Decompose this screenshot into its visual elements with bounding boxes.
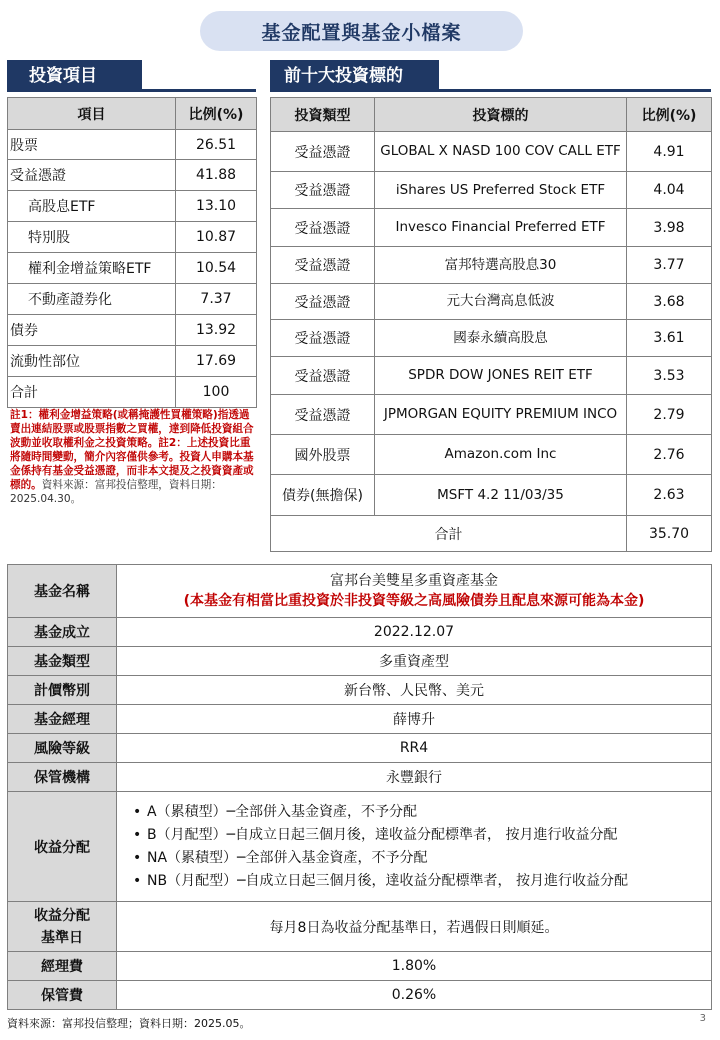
fund-field-value: 永豐銀行	[117, 763, 712, 792]
table-row	[271, 247, 712, 284]
fund-field-label: 計價幣別	[8, 676, 117, 705]
table-row	[8, 705, 712, 734]
table-row	[8, 130, 257, 160]
top10-heading-rule	[270, 89, 711, 92]
fund-custody-fee-value: 0.26%	[117, 981, 712, 1010]
fund-field-value: RR4	[117, 734, 712, 763]
holding-value: 2.63	[627, 475, 712, 516]
alloc-item-value: 13.92	[176, 315, 257, 346]
holding-asset: JPMORGAN EQUITY PREMIUM INCO	[375, 395, 627, 435]
holding-type: 受益憑證	[271, 209, 375, 247]
alloc-item-name: 股票	[8, 130, 176, 160]
alloc-item-value: 17.69	[176, 346, 257, 377]
top10-total-value: 35.70	[627, 516, 712, 552]
holding-type: 受益憑證	[271, 395, 375, 435]
table-row	[8, 191, 257, 222]
table-row	[271, 320, 712, 357]
holding-asset: SPDR DOW JONES REIT ETF	[375, 357, 627, 395]
holding-type: 受益憑證	[271, 247, 375, 284]
fund-name-value: 富邦台美雙星多重資產基金	[330, 573, 498, 589]
fund-field-label: 基金成立	[8, 618, 117, 647]
holding-asset: iShares US Preferred Stock ETF	[375, 172, 627, 209]
fund-field-label: 風險等級	[8, 734, 117, 763]
table-row	[8, 902, 712, 952]
table-row	[8, 160, 257, 191]
alloc-section-header	[7, 60, 256, 92]
fund-base-label-line2: 基準日	[41, 929, 83, 946]
top10-col-type: 投資類型	[271, 98, 375, 132]
alloc-total-label: 合計	[8, 377, 176, 408]
list-item: • B（月配型）─自成立日起三個月後，達收益分配標準者， 按月進行收益分配	[133, 824, 709, 847]
table-row	[8, 763, 712, 792]
holding-asset: 富邦特選高股息30	[375, 247, 627, 284]
table-row	[271, 395, 712, 435]
table-row	[8, 284, 257, 315]
fund-field-value: 薛博升	[117, 705, 712, 734]
fund-field-value: 多重資產型	[117, 647, 712, 676]
table-row	[8, 315, 257, 346]
alloc-item-name: 高股息ETF	[8, 191, 176, 222]
holding-asset: MSFT 4.2 11/03/35	[375, 475, 627, 516]
table-row	[8, 981, 712, 1010]
alloc-item-value: 10.54	[176, 253, 257, 284]
top10-col-asset: 投資標的	[375, 98, 627, 132]
list-item: • NB（月配型）─自成立日起三個月後，達收益分配標準者， 按月進行收益分配	[133, 870, 709, 893]
alloc-item-value: 26.51	[176, 130, 257, 160]
alloc-item-name: 不動產證券化	[8, 284, 176, 315]
alloc-item-value: 7.37	[176, 284, 257, 315]
fund-mgmt-fee-label: 經理費	[8, 952, 117, 981]
table-row	[8, 952, 712, 981]
table-row	[8, 734, 712, 763]
holding-asset: 元大台灣高息低波	[375, 284, 627, 320]
holding-value: 3.98	[627, 209, 712, 247]
fund-name-cell	[117, 565, 712, 618]
page-number: 3	[699, 1013, 706, 1024]
alloc-item-name: 權利金增益策略ETF	[8, 253, 176, 284]
page-footer-source: 資料來源：富邦投信整理；資料日期：2025.05。	[7, 1017, 251, 1030]
fund-field-value: 新台幣、人民幣、美元	[117, 676, 712, 705]
table-row	[8, 253, 257, 284]
alloc-heading-rule	[7, 89, 256, 92]
table-row	[8, 647, 712, 676]
table-row	[271, 516, 712, 552]
table-row	[8, 346, 257, 377]
alloc-item-name: 債券	[8, 315, 176, 346]
alloc-col-pct: 比例(%)	[176, 98, 257, 130]
holding-value: 3.68	[627, 284, 712, 320]
table-row	[8, 222, 257, 253]
holding-value: 4.91	[627, 132, 712, 172]
holding-value: 3.53	[627, 357, 712, 395]
alloc-total-value: 100	[176, 377, 257, 408]
fund-dist-label: 收益分配	[8, 792, 117, 902]
alloc-item-value: 13.10	[176, 191, 257, 222]
alloc-item-name: 流動性部位	[8, 346, 176, 377]
footnote-source: 資料來源：富邦投信整理，資料日期：2025.04.30。	[10, 479, 222, 505]
fund-field-value: 2022.12.07	[117, 618, 712, 647]
page-title: 基金配置與基金小檔案	[200, 11, 523, 51]
fund-dist-cell	[117, 792, 712, 902]
fund-risk-warning: (本基金有相當比重投資於非投資等級之高風險債券且配息來源可能為本金)	[183, 593, 645, 609]
holding-type: 受益憑證	[271, 320, 375, 357]
top10-heading: 前十大投資標的	[270, 60, 439, 92]
alloc-col-item: 項目	[8, 98, 176, 130]
holding-value: 2.76	[627, 435, 712, 475]
alloc-item-value: 10.87	[176, 222, 257, 253]
table-row	[8, 565, 712, 618]
top10-holdings-table	[270, 97, 712, 552]
alloc-item-name: 受益憑證	[8, 160, 176, 191]
fund-base-label	[8, 902, 117, 952]
holding-value: 2.79	[627, 395, 712, 435]
fund-field-label: 基金類型	[8, 647, 117, 676]
fund-base-value: 每月8日為收益分配基準日，若遇假日則順延。	[117, 902, 712, 952]
table-row	[8, 377, 257, 408]
alloc-heading: 投資項目	[7, 60, 142, 92]
top10-total-label: 合計	[271, 516, 627, 552]
holding-asset: Amazon.com Inc	[375, 435, 627, 475]
holding-asset: Invesco Financial Preferred ETF	[375, 209, 627, 247]
holding-value: 3.77	[627, 247, 712, 284]
list-item: • A（累積型）─全部併入基金資產，不予分配	[133, 801, 709, 824]
allocation-footnote	[10, 408, 258, 506]
table-row	[8, 676, 712, 705]
top10-section-header	[270, 60, 711, 92]
table-row	[271, 209, 712, 247]
table-row	[8, 618, 712, 647]
holding-type: 受益憑證	[271, 357, 375, 395]
fund-field-label: 基金經理	[8, 705, 117, 734]
holding-asset: GLOBAL X NASD 100 COV CALL ETF	[375, 132, 627, 172]
fund-field-label: 保管機構	[8, 763, 117, 792]
table-row	[271, 475, 712, 516]
allocation-table	[7, 97, 257, 408]
table-row	[271, 132, 712, 172]
table-row	[271, 357, 712, 395]
alloc-item-name: 特別股	[8, 222, 176, 253]
table-row	[271, 172, 712, 209]
list-item: • NA（累積型）─全部併入基金資產，不予分配	[133, 847, 709, 870]
alloc-item-value: 41.88	[176, 160, 257, 191]
holding-type: 債券(無擔保)	[271, 475, 375, 516]
fund-name-label: 基金名稱	[8, 565, 117, 618]
footnote-text: 註1：權利金增益策略(或稱掩護性買權策略)指透過賣出連結股票或股票指數之買權，達到降低投資組合波動並收取權利金之投資策略。註2：上述投資比重將隨時間變動，簡介內容僅供參考。投資人申購本基金係持有基金受益憑證，而非本文提及之投資資產或標的。	[10, 409, 254, 491]
table-row	[271, 435, 712, 475]
top10-col-pct: 比例(%)	[627, 98, 712, 132]
holding-value: 4.04	[627, 172, 712, 209]
holding-value: 3.61	[627, 320, 712, 357]
fund-base-label-line1: 收益分配	[34, 907, 90, 924]
fund-profile-table	[7, 564, 712, 1010]
holding-type: 受益憑證	[271, 172, 375, 209]
holding-type: 受益憑證	[271, 284, 375, 320]
holding-asset: 國泰永續高股息	[375, 320, 627, 357]
holding-type: 國外股票	[271, 435, 375, 475]
fund-dist-list	[119, 801, 709, 893]
fund-mgmt-fee-value: 1.80%	[117, 952, 712, 981]
holding-type: 受益憑證	[271, 132, 375, 172]
table-row	[271, 284, 712, 320]
table-row	[8, 792, 712, 902]
fund-custody-fee-label: 保管費	[8, 981, 117, 1010]
